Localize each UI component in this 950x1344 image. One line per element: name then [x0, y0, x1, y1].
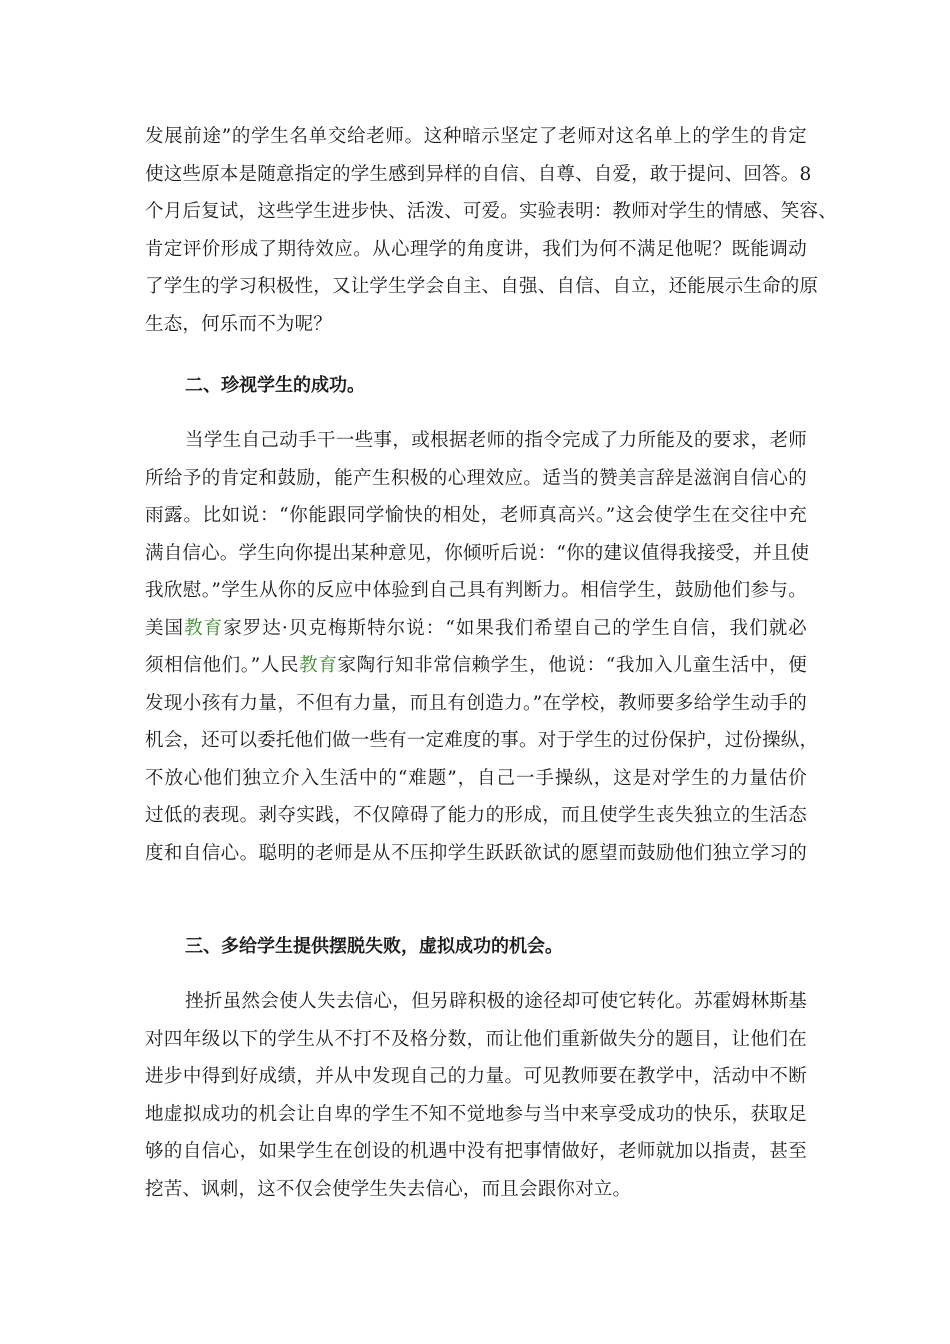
text-line: 肯定评价形成了期待效应。从心理学的角度讲，我们为何不满足他呢？既能调动 — [145, 238, 807, 260]
paragraph-1 — [145, 118, 837, 343]
text-line — [145, 647, 807, 685]
text-line: 发展前途”的学生名单交给老师。这种暗示坚定了老师对这名单上的学生的肯定 — [145, 126, 807, 147]
text-line: 雨露。比如说：“你能跟同学愉快的相处，老师真高兴。”这会使学生在交往中充 — [145, 505, 807, 526]
paragraph-2 — [145, 422, 819, 872]
text-line: 地虚拟成功的机会让自卑的学生不知不觉地参与当中来享受成功的快乐，获取足 — [145, 1103, 807, 1125]
paragraph-3 — [145, 983, 807, 1208]
text-segment: 须相信他们。”人民 — [145, 655, 300, 676]
text-segment: 家陶行知非常信赖学生，他说：“我加入儿童生活中，便 — [337, 655, 807, 676]
text-line: 挫折虽然会使人失去信心，但另辟积极的途径却可使它转化。苏霍姆林斯基 — [185, 991, 807, 1012]
text-line: 不放心他们独立介入生活中的“难题”，自己一手操纵，这是对学生的力量估价 — [145, 767, 807, 789]
document-page — [145, 118, 837, 1208]
education-link[interactable]: 教育 — [299, 655, 338, 676]
text-line: 发现小孩有力量，不但有力量，而且有创造力。”在学校，教师要多给学生动手的 — [145, 692, 807, 714]
section-heading-3: 三、多给学生提供摆脱失败，虚拟成功的机会。 — [185, 936, 563, 957]
text-segment: 家罗达·贝克梅斯特尔说：“如果我们希望自己的学生自信，我们就必 — [223, 617, 808, 639]
text-line: 挖苦、讽刺，这不仅会使学生失去信心，而且会跟你对立。 — [145, 1178, 632, 1200]
text-line — [145, 610, 807, 648]
text-line: 生态，何乐而不为呢？ — [145, 313, 333, 335]
text-line: 我欣慰。”学生从你的反应中体验到自己具有判断力。相信学生，鼓励他们参与。 — [145, 580, 807, 601]
section-heading-2: 二、珍视学生的成功。 — [185, 375, 365, 396]
text-line: 了学生的学习积极性，又让学生学会自主、自强、自信、自立，还能展示生命的原 — [145, 276, 819, 297]
text-line: 满自信心。学生向你提出某种意见，你倾听后说：“你的建议值得我接受，并且使 — [145, 542, 810, 564]
text-line: 对四年级以下的学生从不打不及格分数，而让他们重新做失分的题目，让他们在 — [145, 1028, 807, 1050]
text-line: 个月后复试，这些学生进步快、活泼、可爱。实验表明：教师对学生的情感、笑容、 — [145, 201, 837, 222]
text-line: 所给予的肯定和鼓励，能产生积极的心理效应。适当的赞美言辞是滋润自信心的 — [145, 467, 807, 489]
text-line: 当学生自己动手干一些事，或根据老师的指令完成了力所能及的要求，老师 — [185, 430, 807, 451]
text-line: 过低的表现。剥夺实践，不仅障碍了能力的形成，而且使学生丧失独立的生活态 — [145, 805, 807, 826]
text-segment: 美国 — [145, 617, 185, 639]
text-line: 进步中得到好成绩，并从中发现自己的力量。可见教师要在教学中，活动中不断 — [145, 1066, 807, 1087]
text-line: 机会，还可以委托他们做一些有一定难度的事。对于学生的过份保护，过份操纵， — [145, 730, 819, 751]
text-line: 度和自信心。聪明的老师是从不压抑学生跃跃欲试的愿望而鼓励他们独立学习的 — [145, 842, 807, 864]
text-line: 够的自信心，如果学生在创设的机遇中没有把事情做好，老师就加以指责，甚至 — [145, 1141, 807, 1162]
education-link[interactable]: 教育 — [184, 617, 224, 639]
text-line: 使这些原本是随意指定的学生感到异样的自信、自尊、自爱，敢于提问、回答。8 — [145, 163, 812, 185]
